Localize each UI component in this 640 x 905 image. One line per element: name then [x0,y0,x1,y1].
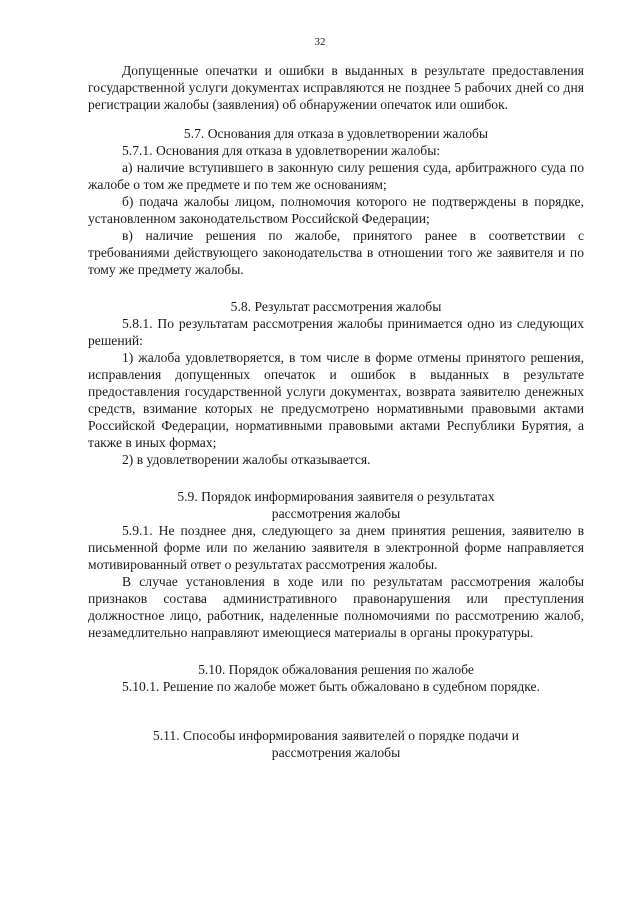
section-heading-5-7: 5.7. Основания для отказа в удовлетворении жалобы [183,126,489,141]
section-heading-5-11-line2: рассмотрения жалобы [271,745,401,760]
paragraph-5-7-1-a: а) наличие вступившего в законную силу решения суда, арбитражного суда по жалобе о том же предмете и по тем же основаниям; [88,160,584,192]
section-heading-5-8: 5.8. Результат рассмотрения жалобы [230,299,442,314]
paragraph-5-7-1: 5.7.1. Основания для отказа в удовлетворении жалобы: [122,143,441,158]
document-body [88,62,584,761]
section-heading-5-9-line2: рассмотрения жалобы [271,506,401,521]
section-heading-5-10: 5.10. Порядок обжалования решения по жалобе [198,662,474,677]
paragraph-5-9-2: В случае установления в ходе или по результатам рассмотрения жалобы признаков состава административного правонарушения или преступления должностное лицо, работник, наделенные полномочиями по рассмотрению жалоб, незамедлительно направляют имеющиеся материалы в органы прокуратуры. [88,574,584,640]
paragraph-5-7-1-v: в) наличие решения по жалобе, принятого ранее в соответствии с требованиями действующего законодательства в отношении того же заявителя и по тому же предмету жалобы. [88,228,584,277]
section-heading-5-9-line1: 5.9. Порядок информирования заявителя о результатах [177,489,495,504]
paragraph-5-7-1-b: б) подача жалобы лицом, полномочия которого не подтверждены в порядке, установленном законодательством Российской Федерации; [88,194,584,226]
paragraph-5-9-1: 5.9.1. Не позднее дня, следующего за днем принятия решения, заявителю в письменной форме или по желанию заявителя в электронной форме направляется мотивированный ответ о результатах рассмотрения жалобы. [88,523,584,572]
paragraph-5-8-1: 5.8.1. По результатам рассмотрения жалобы принимается одно из следующих решений: [88,316,584,348]
page-number: 32 [314,36,326,48]
paragraph-5-10-1: 5.10.1. Решение по жалобе может быть обжаловано в судебном порядке. [122,679,540,694]
paragraph-5-8-1-1: 1) жалоба удовлетворяется, в том числе в форме отмены принятого решения, исправления допущенных опечаток и ошибок в выданных в результате предоставления государственной услуги документах, возврата заявителю денежных средств, взимание которых не предусмотрено нормативными правовыми актами Российской Федерации, нормативными правовыми актами Республики Бурятия, а также в иных формах; [88,350,584,450]
section-heading-5-11-line1: 5.11. Способы информирования заявителей о порядке подачи и [152,728,520,743]
paragraph-typo-correction: Допущенные опечатки и ошибки в выданных в результате предоставления государственной услуги документах исправляются не позднее 5 рабочих дней со дня регистрации жалобы (заявления) об обнаружении опечаток или ошибок. [88,63,584,112]
paragraph-5-8-1-2: 2) в удовлетворении жалобы отказывается. [122,452,371,467]
